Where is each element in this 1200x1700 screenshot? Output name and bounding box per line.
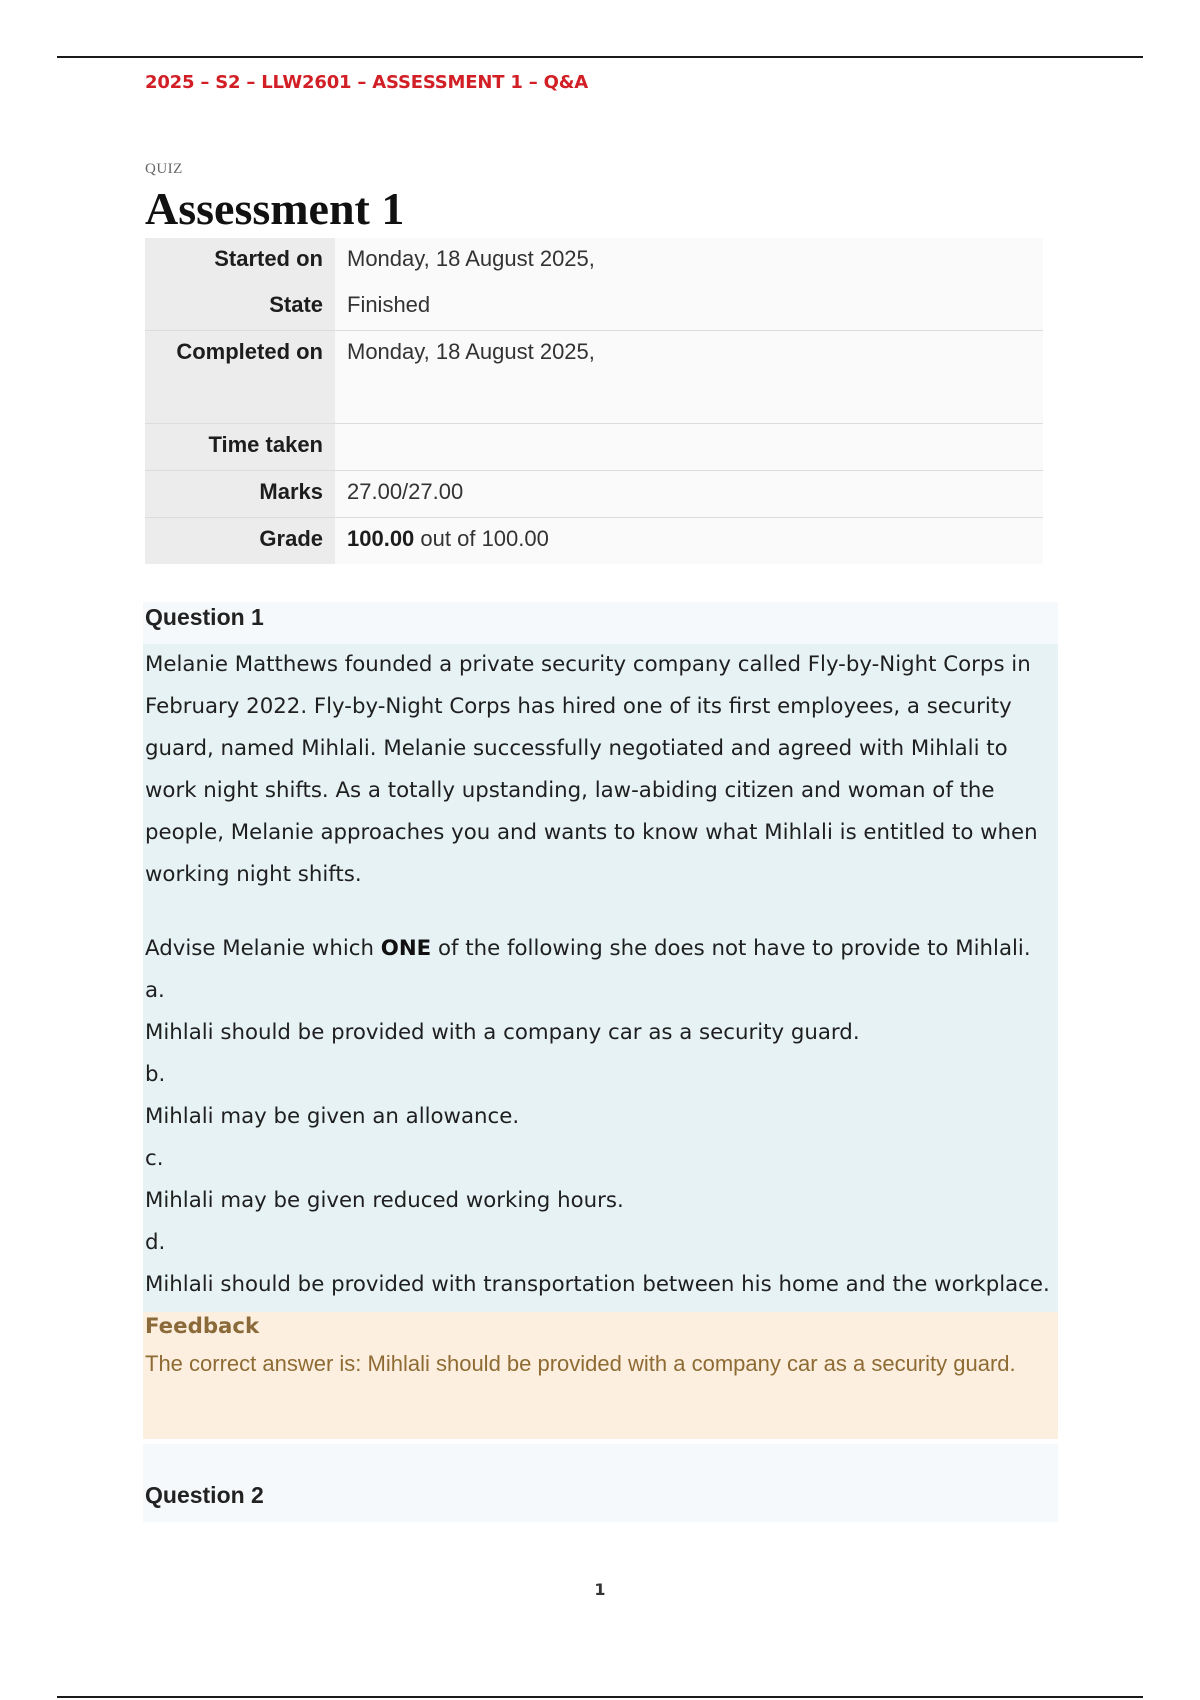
page-number: 1 xyxy=(594,1580,606,1599)
time-taken-value xyxy=(335,424,1043,471)
question-1-body xyxy=(143,644,1058,1312)
time-taken-label: Time taken xyxy=(145,424,335,471)
marks-label: Marks xyxy=(145,471,335,518)
state-label: State xyxy=(145,284,335,331)
page-title: Assessment 1 xyxy=(145,183,405,234)
answer-letter: d. xyxy=(145,1230,166,1255)
attempt-summary-table xyxy=(145,238,1043,564)
answer-list xyxy=(145,970,1050,1306)
prompt-after: of the following she does not have to provide to Mihlali. xyxy=(431,936,1031,961)
grade-score: 100.00 xyxy=(347,526,415,551)
answer-letter: c. xyxy=(145,1146,164,1171)
feedback-title: Feedback xyxy=(145,1314,260,1339)
document-header: 2025 – S2 – LLW2601 – ASSESSMENT 1 – Q&A xyxy=(145,72,588,93)
completed-on-label: Completed on xyxy=(145,331,335,424)
answer-text: Mihlali should be provided with transportation between his home and the workplace. xyxy=(145,1272,1050,1297)
question-1-header xyxy=(143,602,1058,644)
grade-out-of: out of 100.00 xyxy=(414,526,549,551)
completed-on-value: Monday, 18 August 2025, xyxy=(335,331,1043,424)
started-on-label: Started on xyxy=(145,238,335,284)
question-1-title: Question 1 xyxy=(145,604,264,630)
answer-option-c[interactable] xyxy=(145,1138,1050,1222)
state-value: Finished xyxy=(335,284,1043,331)
top-rule xyxy=(57,56,1143,58)
question-2-header xyxy=(143,1444,1058,1522)
answer-text: Mihlali may be given an allowance. xyxy=(145,1104,520,1129)
prompt-emphasis: ONE xyxy=(380,936,432,961)
answer-text: Mihlali may be given reduced working hours. xyxy=(145,1188,624,1213)
quiz-label: QUIZ xyxy=(145,161,183,177)
grade-value xyxy=(335,518,1043,565)
question-1-feedback xyxy=(143,1312,1058,1439)
answer-option-b[interactable] xyxy=(145,1054,1050,1138)
answer-letter: a. xyxy=(145,978,165,1003)
started-on-value: Monday, 18 August 2025, xyxy=(335,238,1043,284)
answer-letter: b. xyxy=(145,1062,166,1087)
marks-value: 27.00/27.00 xyxy=(335,471,1043,518)
feedback-text: The correct answer is: Mihlali should be provided with a company car as a security guard. xyxy=(145,1351,1016,1376)
bottom-rule xyxy=(57,1696,1143,1698)
answer-option-d[interactable] xyxy=(145,1222,1050,1306)
prompt-before: Advise Melanie which xyxy=(145,936,381,961)
question-2-title: Question 2 xyxy=(145,1482,264,1508)
grade-label: Grade xyxy=(145,518,335,565)
question-1-text: Melanie Matthews founded a private security company called Fly-by-Night Corps in February 2022. Fly-by-Night Corps has hired one of its first employees, a security guard, named Mihlali. Melanie successfully negotiated and agreed with Mihlali to work night shifts. As a totally upstanding, law-abiding citizen and woman of the people, Melanie approaches you and wants to know what Mihlali is entitled to when working night shifts. xyxy=(145,652,1038,887)
answer-option-a[interactable] xyxy=(145,970,1050,1054)
question-1-prompt xyxy=(145,928,1050,970)
answer-text: Mihlali should be provided with a company car as a security guard. xyxy=(145,1020,860,1045)
